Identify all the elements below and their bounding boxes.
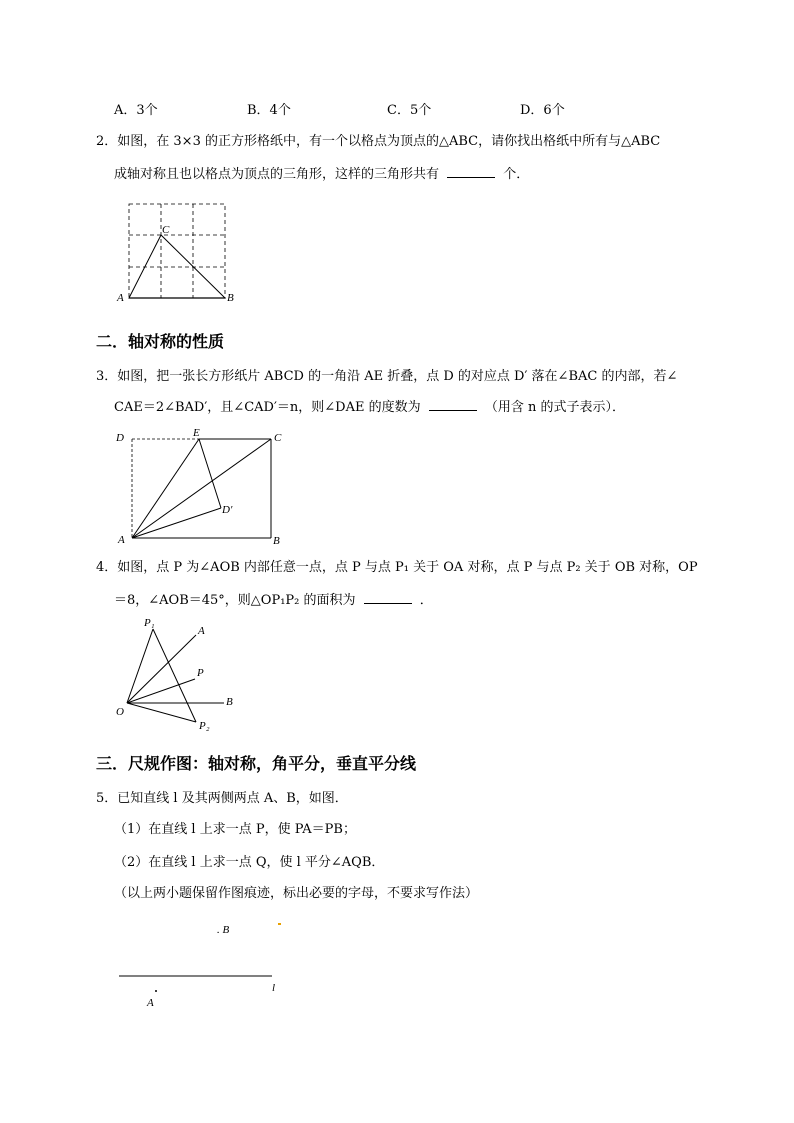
q4-label-o: O bbox=[116, 706, 124, 718]
q4-label-p2: P₂ bbox=[199, 720, 210, 732]
q4-ray-oa bbox=[127, 635, 196, 703]
q5-label-l: l bbox=[272, 982, 276, 994]
q2-text-line2 bbox=[114, 164, 529, 185]
q3-label-a: A bbox=[118, 534, 125, 546]
q5-part2: （2）在直线 l 上求一点 Q，使 l 平分∠AQB． bbox=[114, 855, 385, 870]
q5-point-a bbox=[155, 990, 157, 992]
q5-line-figure bbox=[118, 918, 288, 1018]
q2-label-c: C bbox=[162, 224, 170, 236]
q4-answer-blank[interactable] bbox=[364, 590, 412, 604]
q5-label-b: . B bbox=[217, 924, 230, 936]
q3-label-b: B bbox=[273, 535, 280, 547]
q3-text-line1: 3．如图，把一张长方形纸片 ABCD 的一角沿 AE 折叠，点 D 的对应点 D′ 落在∠BAC 的内部，若∠ bbox=[96, 369, 678, 384]
q1-option-c: C．5个 bbox=[387, 103, 432, 118]
q2-triangle-abc bbox=[129, 235, 225, 298]
q5-note: （以上两小题保留作图痕迹，标出必要的字母，不要求写作法） bbox=[114, 886, 479, 901]
q3-rectangle-figure bbox=[120, 430, 285, 550]
q4-text-line2 bbox=[114, 590, 433, 611]
q3-label-dprime: D′ bbox=[222, 504, 233, 516]
q2-text-line2-b: 个． bbox=[503, 167, 530, 182]
q1-option-d: D．6个 bbox=[520, 103, 565, 118]
q4-text-line2-a: ＝8，∠AOB＝45°，则△OP₁P₂ 的面积为 bbox=[114, 593, 356, 608]
section-3-title: 三．尺规作图：轴对称，角平分，垂直平分线 bbox=[96, 754, 417, 773]
q5-text-line1: 5．已知直线 l 及其两侧两点 A、B，如图． bbox=[96, 791, 348, 806]
q3-diagonal-ac bbox=[132, 439, 271, 538]
section-2-title: 二．轴对称的性质 bbox=[96, 332, 225, 351]
q3-text-line2-a: CAE＝2∠BAD′，且∠CAD′＝n，则∠DAE 的度数为 bbox=[114, 400, 421, 415]
q1-option-b: B．4个 bbox=[247, 103, 291, 118]
q2-text-line2-a: 成轴对称且也以格点为顶点的三角形，这样的三角形共有 bbox=[114, 167, 440, 182]
q4-label-p1: P₁ bbox=[144, 617, 155, 629]
q2-text-line1: 2．如图，在 3×3 的正方形格纸中，有一个以格点为顶点的△ABC，请你找出格纸中所有与△ABC bbox=[96, 134, 661, 149]
q4-label-b: B bbox=[226, 696, 233, 708]
q4-text-line2-b: ． bbox=[419, 593, 433, 608]
q3-label-e: E bbox=[193, 427, 200, 439]
q5-label-a: A bbox=[147, 997, 154, 1009]
q3-label-d: D bbox=[116, 432, 124, 444]
q5-part1: （1）在直线 l 上求一点 P，使 PA＝PB； bbox=[114, 822, 356, 837]
q4-label-a: A bbox=[198, 625, 205, 637]
q4-segment-p1p2 bbox=[153, 629, 196, 722]
q4-angle-figure bbox=[118, 618, 238, 728]
q3-text-line2 bbox=[114, 397, 625, 418]
q3-fold-line-ae bbox=[132, 439, 199, 538]
q3-label-c: C bbox=[274, 432, 282, 444]
q1-option-a: A．3个 bbox=[114, 103, 158, 118]
q2-label-b: B bbox=[227, 292, 234, 304]
q4-text-line1: 4．如图，点 P 为∠AOB 内部任意一点，点 P 与点 P₁ 关于 OA 对称，点 P 与点 P₂ 关于 OB 对称，OP bbox=[96, 560, 698, 575]
q4-label-p: P bbox=[197, 667, 204, 679]
q2-answer-blank[interactable] bbox=[447, 164, 495, 178]
q2-label-a: A bbox=[117, 292, 124, 304]
q3-answer-blank[interactable] bbox=[429, 397, 477, 411]
q3-text-line2-b: （用含 n 的式子表示）． bbox=[484, 400, 626, 415]
